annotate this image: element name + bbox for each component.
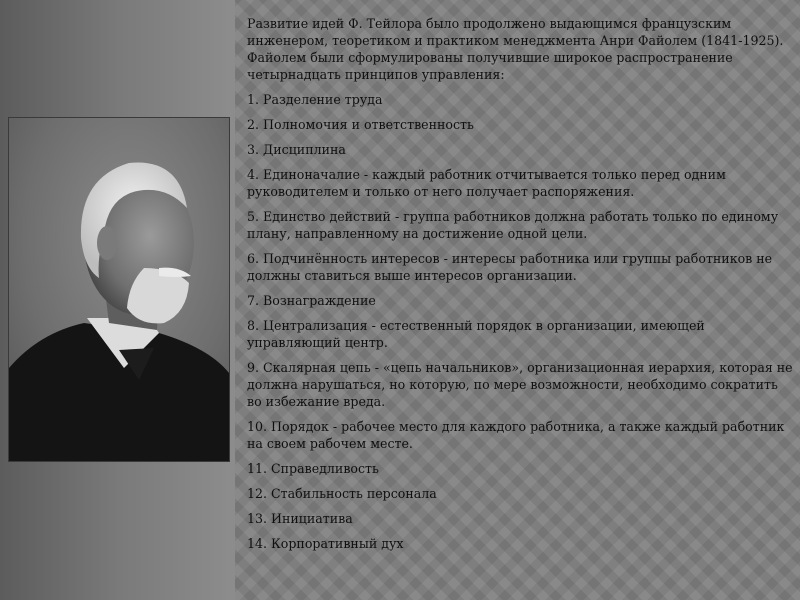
list-item: 13. Инициатива (247, 511, 353, 526)
list-item: 8. Централизация - естественный порядок в организации, имеющей управляющий центр. (247, 318, 705, 350)
list-item: 4. Единоначалие - каждый работник отчитывается только перед одним руководителем и только от него получает распоряжения. (247, 167, 726, 199)
list-item: 5. Единство действий - группа работников должна работать только по единому плану, направленному на достижение одной цели. (247, 209, 779, 241)
list-item: 14. Корпоративный дух (247, 536, 404, 551)
principles-list (247, 91, 795, 552)
slide-text (247, 15, 795, 560)
portrait-photo (9, 118, 229, 461)
list-item: 1. Разделение труда (247, 92, 383, 107)
portrait-image (9, 118, 229, 461)
list-item: 3. Дисциплина (247, 142, 346, 157)
list-item: 7. Вознаграждение (247, 293, 376, 308)
list-item: 12. Стабильность персонала (247, 486, 437, 501)
intro-paragraph: Развитие идей Ф. Тейлора было продолжено выдающимся французским инженером, теоретиком и практиком менеджмента Анри Файолем (1841-1925). Файолем были сформулированы получившие широкое распространение четырнадцать принципов управления: (247, 16, 784, 82)
list-item: 9. Скалярная цепь - «цепь начальников», организационная иерархия, которая не должна нарушаться, но которую, по мере возможности, необходимо сократить во избежание вреда. (247, 360, 793, 409)
list-item: 6. Подчинённость интересов - интересы работника или группы работников не должны ставиться выше интересов организации. (247, 251, 773, 283)
list-item: 2. Полномочия и ответственность (247, 117, 474, 132)
list-item: 10. Порядок - рабочее место для каждого работника, а также каждый работник на своем рабочем месте. (247, 419, 785, 451)
list-item: 11. Справедливость (247, 461, 379, 476)
